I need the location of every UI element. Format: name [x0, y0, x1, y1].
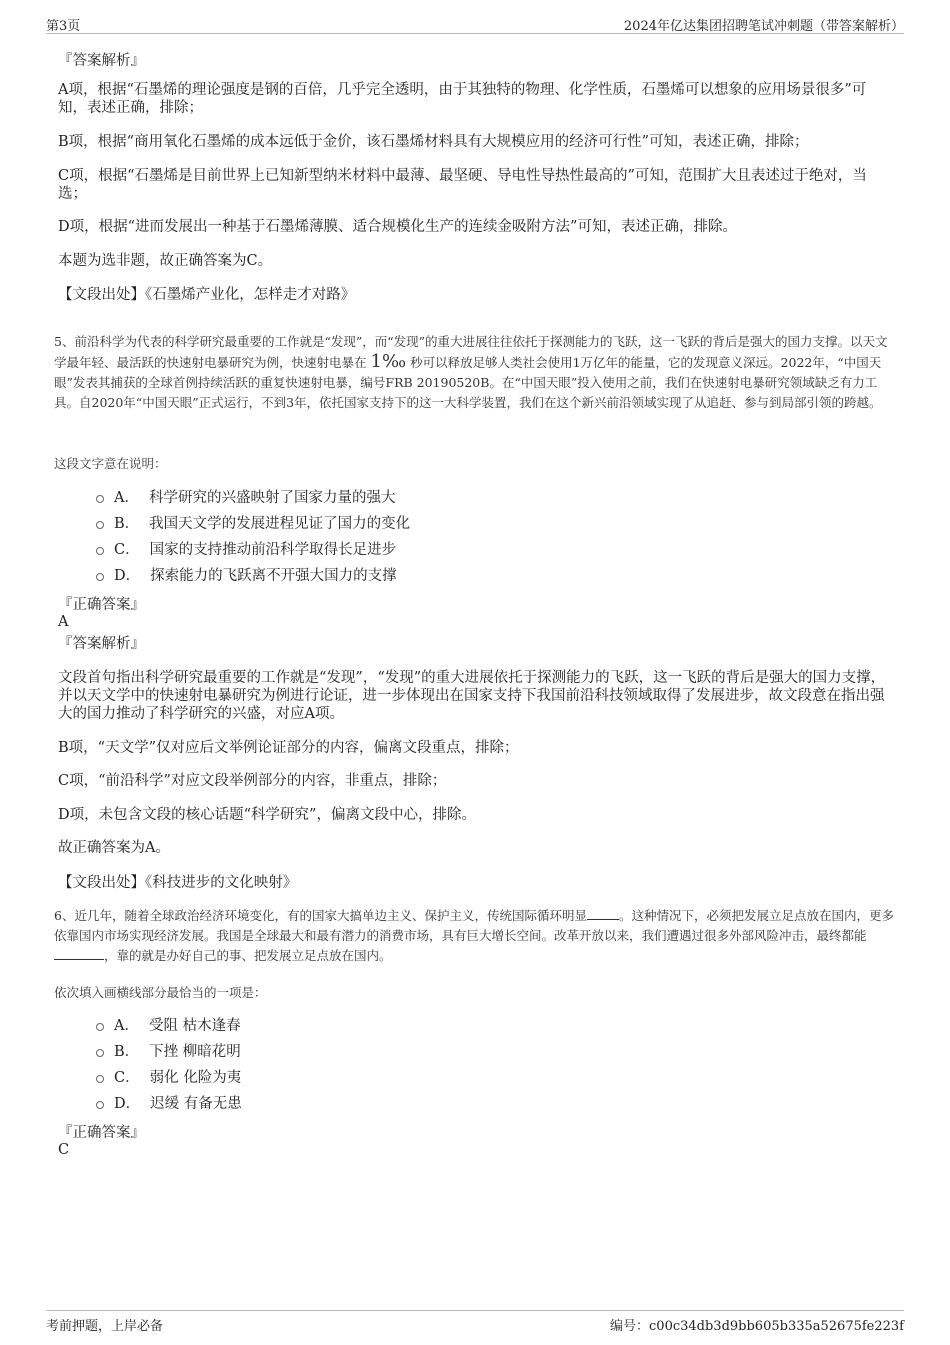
radio-icon[interactable]	[96, 1049, 104, 1057]
radio-icon[interactable]	[96, 1075, 104, 1083]
q5-stem-part1: 5、前沿科学为代表的科学研究最重要的工作就是“发现”，而“发现”的重大进展往往依托于探测能力的飞跃，这一飞跃的背后是强大的国力支撑。以天文学最年轻、最活跃的快速射电暴研究为例，快速射电暴在	[54, 334, 888, 370]
q5-stem-permil: 1‰	[370, 351, 407, 372]
q4-analysis-d: D项，根据“进而发展出一种基于石墨烯薄膜、适合规模化生产的连续金吸附方法”可知，表述正确，排除。	[58, 219, 737, 235]
q5-prompt: 这段文字意在说明：	[54, 456, 167, 471]
blank-line-1	[587, 919, 619, 920]
document-title: 2024年亿达集团招聘笔试冲刺题（带答案解析）	[623, 19, 904, 34]
q4-analysis-c: C项，根据“石墨烯是目前世界上已知新型纳米材料中最薄、最坚硬、导电性导热性最高的”可知，范围扩大且表述过于绝对，当选；	[58, 168, 867, 202]
q5-analysis-b: B项，“天文学”仅对应后文举例论证部分的内容，偏离文段重点，排除；	[58, 740, 519, 756]
q5-source: 【文段出处】《科技进步的文化映射》	[58, 875, 298, 891]
q4-analysis-a: A项，根据“石墨烯的理论强度是钢的百倍，几乎完全透明，由于其独特的物理、化学性质，石墨烯可以想象的应用场景很多”可知，表述正确，排除；	[58, 82, 867, 116]
q5-answer-label: 『正确答案』	[58, 597, 145, 613]
q6-answer: C	[58, 1142, 70, 1158]
radio-icon[interactable]	[96, 1101, 104, 1109]
q6-option-d[interactable]: D． 迟缓 有备无患	[96, 1094, 242, 1114]
q5-analysis-c: C项，“前沿科学”对应文段举例部分的内容，非重点，排除；	[58, 773, 447, 789]
q5-answer: A	[58, 614, 69, 630]
q6-option-c[interactable]: C． 弱化 化险为夷	[96, 1068, 241, 1088]
radio-icon[interactable]	[96, 573, 104, 581]
page-header	[46, 15, 904, 34]
q5-analysis-d: D项，未包含文段的核心话题“科学研究”，偏离文段中心，排除。	[58, 807, 476, 823]
q6-option-a[interactable]: A． 受阻 枯木逢春	[96, 1016, 241, 1036]
q5-option-c[interactable]: C． 国家的支持推动前沿科学取得长足进步	[96, 540, 396, 560]
q6-prompt: 依次填入画横线部分最恰当的一项是：	[54, 985, 267, 1000]
q4-analysis-label: 『答案解析』	[58, 53, 145, 69]
page-footer	[46, 1310, 904, 1334]
q5-analysis-label: 『答案解析』	[58, 636, 145, 652]
footer-slogan: 考前押题，上岸必备	[46, 1319, 164, 1334]
q5-option-b[interactable]: B． 我国天文学的发展进程见证了国力的变化	[96, 514, 410, 534]
document-id: 编号：c00c34db3d9bb605b335a52675fe223f	[610, 1319, 904, 1334]
q4-source: 【文段出处】《石墨烯产业化，怎样走才对路》	[58, 287, 356, 303]
q5-stem	[54, 332, 894, 413]
q6-stem-part1: 6、近几年，随着全球政治经济环境变化，有的国家大搞单边主义、保护主义，传统国际循环明显	[54, 908, 587, 923]
q6-stem	[54, 906, 900, 966]
radio-icon[interactable]	[96, 495, 104, 503]
q5-conclusion: 故正确答案为A。	[58, 840, 170, 856]
q6-option-b[interactable]: B． 下挫 柳暗花明	[96, 1042, 241, 1062]
q6-stem-part3: ，靠的就是办好自己的事、把发展立足点放在国内。	[104, 948, 392, 963]
q6-stem-part2: 。这种情况下，必须把发展立足点放在国内，更多依靠国内市场实现经济发展。我国是全球最大和最有潜力的消费市场，具有巨大增长空间。改革开放以来，我们遭遇过很多外部风险冲击，最终都能	[54, 908, 894, 943]
q5-analysis-main: 文段首句指出科学研究最重要的工作就是“发现”，“发现”的重大进展依托于探测能力的飞跃，这一飞跃的背后是强大的国力支撑，并以天文学中的快速射电暴研究为例进行论证，进一步体现出在国家支持下我国前沿科技领域取得了发展进步，故文段意在指出强大的国力推动了科学研究的兴盛，对应A项。	[58, 670, 886, 722]
q5-option-d[interactable]: D． 探索能力的飞跃离不开强大国力的支撑	[96, 566, 397, 586]
radio-icon[interactable]	[96, 1023, 104, 1031]
q4-conclusion: 本题为选非题，故正确答案为C。	[58, 253, 273, 269]
radio-icon[interactable]	[96, 547, 104, 555]
q5-option-a[interactable]: A． 科学研究的兴盛映射了国家力量的强大	[96, 488, 395, 508]
q5-stem-part2: 秒可以释放足够人类社会使用1万亿年的能量，它的发现意义深远。2022年，“中国天眼”发表其捕获的全球首例持续活跃的重复快速射电暴，编号FRB 20190520B。在“中国天眼”投入使用之前，我们在快速射电暴研究领域缺乏有力工具。自2020年“中国天眼”正式运行，不到3年，依托国家支持下的这一大科学装置，我们在这个新兴前沿领域实现了从追赶、参与到局部引领的跨越。	[54, 355, 882, 410]
page-number: 第3页	[46, 19, 81, 34]
blank-line-2	[54, 959, 104, 960]
q4-analysis-b: B项，根据“商用氧化石墨烯的成本远低于金价，该石墨烯材料具有大规模应用的经济可行性”可知，表述正确，排除；	[58, 134, 809, 150]
q6-answer-label: 『正确答案』	[58, 1125, 145, 1141]
radio-icon[interactable]	[96, 521, 104, 529]
